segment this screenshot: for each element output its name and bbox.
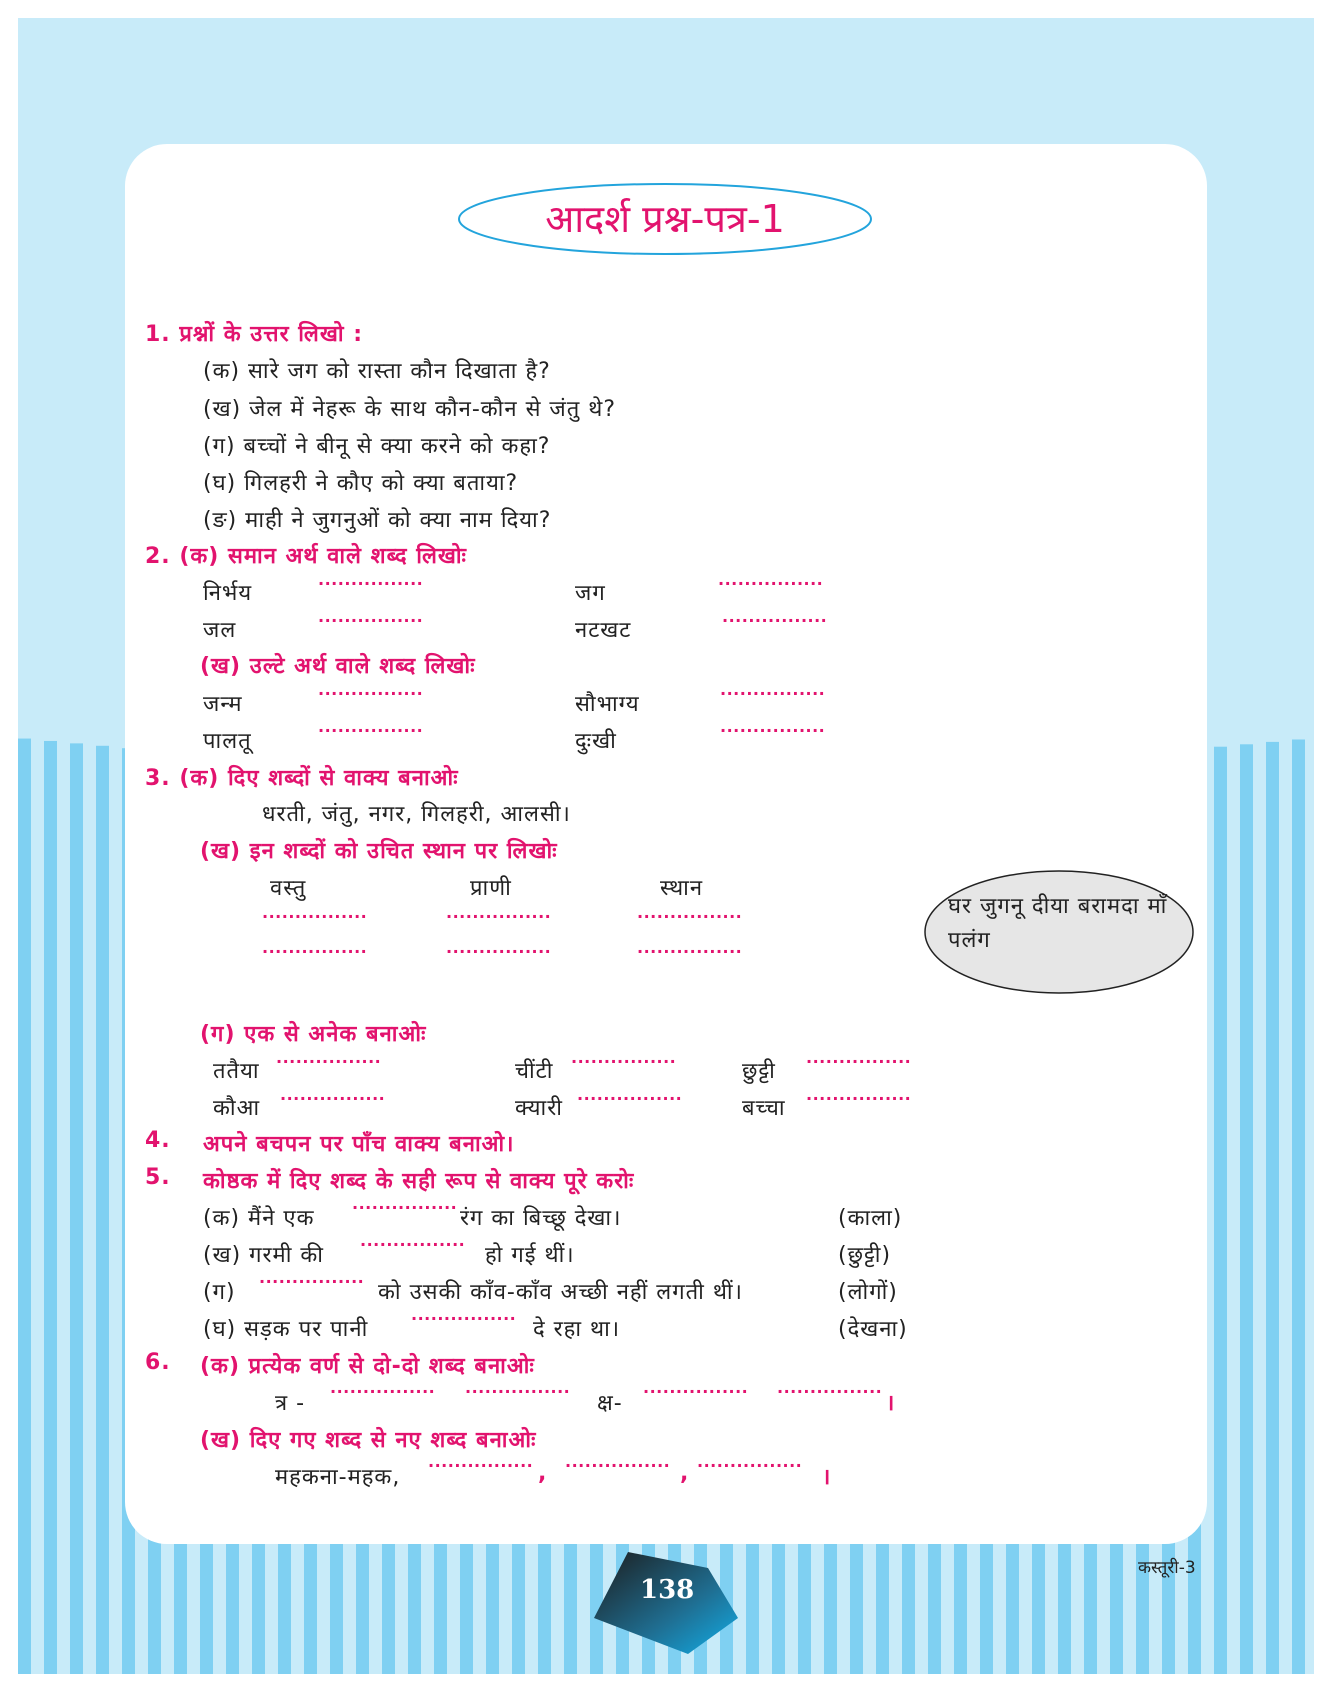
answer-blank: ................ — [280, 1085, 386, 1104]
word: जल — [203, 618, 237, 643]
book-series: कस्तूरी-3 — [1138, 1558, 1196, 1578]
word: ततैया — [213, 1059, 260, 1084]
column-header: वस्तु — [270, 876, 307, 901]
q1-item: (ङ) माही ने जुगनुओं को क्या नाम दिया? — [203, 508, 552, 533]
word: बच्चा — [742, 1096, 786, 1121]
word: जन्म — [203, 692, 243, 717]
q3c-heading: (ग) एक से अनेक बनाओः — [200, 1022, 427, 1047]
q4-heading: अपने बचपन पर पाँच वाक्य बनाओ। — [203, 1132, 515, 1157]
answer-blank: ................ — [697, 1452, 803, 1471]
q5-heading: कोष्ठक में दिए शब्द के सही रूप से वाक्य पूरे करोः — [203, 1169, 635, 1194]
answer-blank: ................ — [259, 1268, 365, 1287]
q3b-heading: (ख) इन शब्दों को उचित स्थान पर लिखोः — [200, 839, 558, 864]
word: पालतू — [203, 729, 252, 754]
q5-row-hint: (देखना) — [838, 1317, 908, 1342]
q5-row-end: रंग का बिच्छू देखा। — [460, 1206, 622, 1231]
background-stripe — [1214, 747, 1227, 1674]
answer-blank: ................ — [318, 717, 424, 736]
q5-row-hint: (काला) — [838, 1206, 903, 1231]
background-stripe — [1240, 744, 1253, 1674]
answer-blank: ................ — [446, 938, 552, 957]
q6b-heading: (ख) दिए गए शब्द से नए शब्द बनाओः — [200, 1428, 537, 1453]
q1-item: (ग) बच्चों ने बीनू से क्या करने को कहा? — [203, 434, 551, 459]
page-title: आदर्श प्रश्न-पत्र-1 — [545, 197, 785, 241]
comma: , — [680, 1461, 690, 1486]
answer-blank: ................ — [465, 1378, 571, 1397]
answer-blank: ................ — [720, 680, 826, 699]
background-stripe — [44, 741, 57, 1674]
answer-blank: ................ — [720, 717, 826, 736]
answer-blank: ................ — [718, 570, 824, 589]
q1-item: (ख) जेल में नेहरू के साथ कौन-कौन से जंतु थे? — [203, 397, 617, 422]
background-stripe — [1292, 739, 1305, 1674]
word: छुट्टी — [742, 1059, 776, 1084]
q1-item: (क) सारे जग को रास्ता कौन दिखाता है? — [203, 359, 551, 384]
answer-blank: ................ — [276, 1048, 382, 1067]
full-stop: । — [886, 1391, 896, 1416]
answer-blank: ................ — [777, 1378, 883, 1397]
q6-letter: त्र - — [275, 1391, 306, 1416]
answer-blank: ................ — [318, 680, 424, 699]
answer-blank: ................ — [806, 1085, 912, 1104]
page-number: 138 — [640, 1575, 695, 1605]
q5-row-end: दे रहा था। — [533, 1317, 621, 1342]
background-stripe — [70, 743, 83, 1674]
answer-blank: ................ — [806, 1048, 912, 1067]
column-header: प्राणी — [470, 876, 512, 901]
background-stripe — [96, 746, 109, 1674]
answer-blank: ................ — [318, 570, 424, 589]
word: जग — [575, 581, 606, 606]
q3a-words: धरती, जंतु, नगर, गिलहरी, आलसी। — [262, 802, 571, 827]
answer-blank: ................ — [360, 1231, 466, 1250]
word: दुःखी — [575, 729, 617, 754]
answer-blank: ................ — [722, 607, 828, 626]
word-bubble-text: घर जुगनू दीया बरामदा माँ पलंग — [948, 894, 1168, 953]
answer-blank: ................ — [262, 938, 368, 957]
answer-blank: ................ — [643, 1378, 749, 1397]
q5-row-end: को उसकी काँव-काँव अच्छी नहीं लगती थीं। — [378, 1280, 743, 1305]
word: कौआ — [213, 1096, 261, 1121]
background-stripe — [1266, 742, 1279, 1674]
answer-blank: ................ — [262, 903, 368, 922]
answer-blank: ................ — [446, 903, 552, 922]
q5-row-hint: (छुट्टी) — [838, 1243, 892, 1268]
answer-blank: ................ — [571, 1048, 677, 1067]
full-stop: । — [822, 1465, 832, 1490]
answer-blank: ................ — [637, 938, 743, 957]
q3a-heading: 3. (क) दिए शब्दों से वाक्य बनाओः — [145, 766, 459, 791]
answer-blank: ................ — [330, 1378, 436, 1397]
q5-row-hint: (लोगों) — [838, 1280, 898, 1305]
q6-example: महकना-महक, — [275, 1465, 401, 1490]
q2a-heading: 2. (क) समान अर्थ वाले शब्द लिखोः — [145, 544, 467, 569]
word: सौभाग्य — [575, 692, 640, 717]
word: क्यारी — [515, 1096, 563, 1121]
answer-blank: ................ — [352, 1194, 458, 1213]
answer-blank: ................ — [577, 1085, 683, 1104]
answer-blank: ................ — [428, 1452, 534, 1471]
answer-blank: ................ — [565, 1452, 671, 1471]
q2b-heading: (ख) उल्टे अर्थ वाले शब्द लिखोः — [200, 654, 476, 679]
q5-row-end: हो गई थीं। — [485, 1243, 575, 1268]
word: निर्भय — [203, 581, 253, 606]
word: चींटी — [515, 1059, 554, 1084]
q5-number: 5. — [145, 1165, 171, 1190]
q6a-heading: (क) प्रत्येक वर्ण से दो-दो शब्द बनाओः — [200, 1354, 535, 1379]
q5-row-start: (क) मैंने एक — [203, 1206, 315, 1231]
q6-letter: क्ष- — [597, 1391, 623, 1416]
q1-heading: 1. प्रश्नों के उत्तर लिखो : — [145, 322, 363, 347]
q6-number: 6. — [145, 1350, 171, 1375]
answer-blank: ................ — [637, 903, 743, 922]
q4-number: 4. — [145, 1128, 171, 1153]
q5-row-start: (घ) सड़क पर पानी — [203, 1317, 369, 1342]
q5-row-start: (ग) — [203, 1280, 236, 1305]
background-stripe — [18, 739, 31, 1674]
comma: , — [538, 1461, 548, 1486]
column-header: स्थान — [660, 876, 704, 901]
q1-item: (घ) गिलहरी ने कौए को क्या बताया? — [203, 471, 519, 496]
answer-blank: ................ — [411, 1305, 517, 1324]
answer-blank: ................ — [318, 607, 424, 626]
q5-row-start: (ख) गरमी की — [203, 1243, 324, 1268]
word: नटखट — [575, 618, 632, 643]
